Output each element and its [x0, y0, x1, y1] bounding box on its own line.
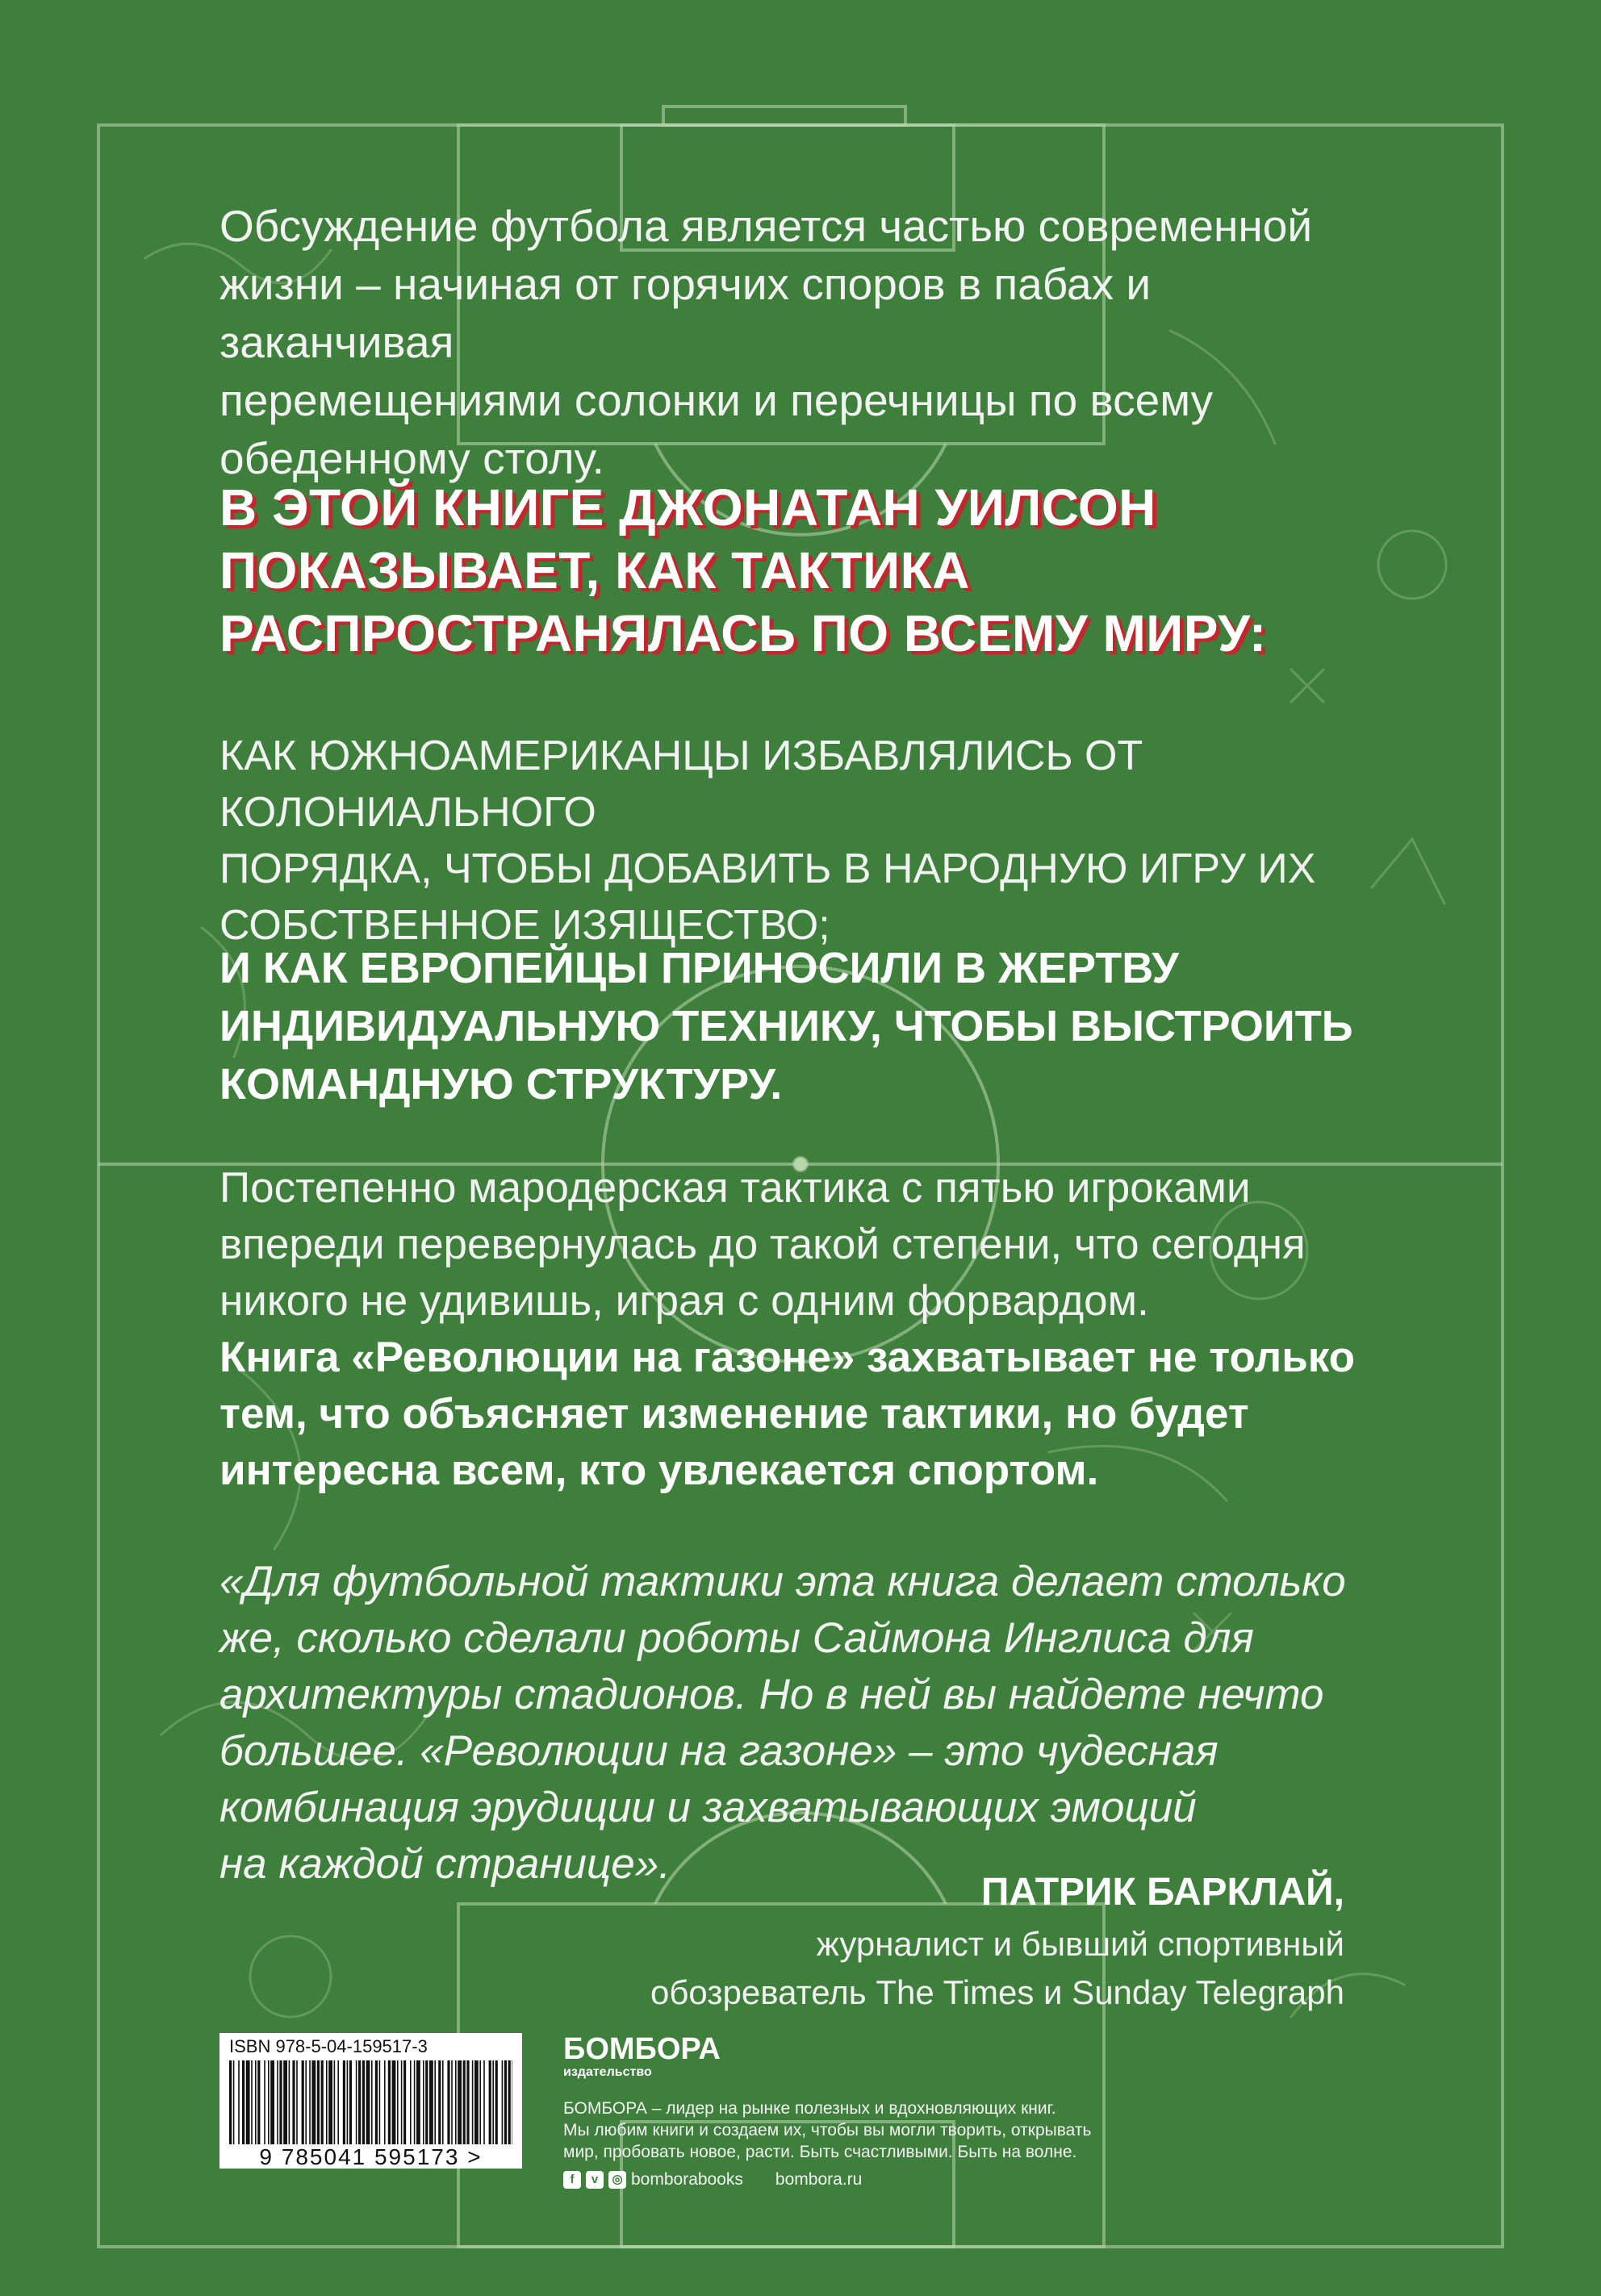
quote-author-description: [376, 1920, 1344, 2017]
barcode-bar: [305, 2060, 307, 2144]
barcode-bar: [292, 2060, 295, 2144]
barcode-bar: [495, 2060, 498, 2144]
facebook-icon[interactable]: f: [563, 2171, 581, 2189]
barcode-bar: [466, 2060, 469, 2144]
barcode-bar: [447, 2060, 449, 2144]
barcode-bar: [401, 2060, 403, 2144]
quote-line: комбинация эрудиции и захватывающих эмоций: [219, 1784, 1197, 1831]
publisher-subtitle: издательство: [563, 2065, 652, 2079]
isbn-number: ISBN 978-5-04-159517-3: [229, 2036, 428, 2056]
barcode-bar: [358, 2060, 361, 2144]
barcode-bar: [438, 2060, 441, 2144]
description-bold-line: тем, что объясняет изменение тактики, но будет: [219, 1390, 1249, 1438]
description-bold-line: интересна всем, кто увлекается спортом.: [219, 1446, 1099, 1494]
barcode-bar: [410, 2060, 412, 2144]
description-line: Постепенно мародерская тактика с пятью игроками: [219, 1164, 1251, 1212]
barcode-bar: [451, 2060, 453, 2144]
author-desc-line: обозреватель The Times и Sunday Telegraph: [650, 1973, 1344, 2011]
barcode-bar: [356, 2060, 357, 2144]
barcode-icon: [229, 2060, 512, 2144]
intro-line: перемещениями солонки и перечницы по всему: [219, 375, 1214, 425]
intro-line: обеденному столу.: [219, 433, 604, 483]
barcode-bar: [429, 2060, 433, 2144]
intro-paragraph: [219, 197, 1365, 487]
europe-line: И КАК ЕВРОПЕЙЦЫ ПРИНОСИЛИ В ЖЕРТВУ: [219, 944, 1179, 992]
social-handle-link[interactable]: bomborabooks: [631, 2170, 743, 2189]
tactic-cross: [1291, 670, 1323, 702]
publisher-info: [563, 2033, 1144, 2192]
barcode-bar: [508, 2060, 511, 2144]
website-link[interactable]: bombora.ru: [775, 2170, 863, 2189]
barcode-bar: [268, 2060, 270, 2144]
barcode-bar: [416, 2060, 420, 2144]
barcode-bar: [423, 2060, 424, 2144]
barcode-bar: [384, 2060, 386, 2144]
barcode-bar: [425, 2060, 428, 2144]
barcode-bar: [483, 2060, 485, 2144]
barcode-bar: [242, 2060, 245, 2144]
barcode-digits: 9 785041 595173 >: [259, 2144, 483, 2169]
barcode-bar: [442, 2060, 444, 2144]
tactic-circle: [1378, 531, 1446, 599]
barcode-bar: [279, 2060, 282, 2144]
barcode-bar: [246, 2060, 250, 2144]
barcode-panel: [219, 2033, 522, 2169]
barcode-bar: [277, 2060, 278, 2144]
author-desc-line: журналист и бывший спортивный: [816, 1925, 1344, 1963]
description-line: впереди перевернулась до такой степени, что сегодня: [219, 1221, 1306, 1268]
barcode-bar: [434, 2060, 436, 2144]
barcode-bar: [233, 2060, 235, 2144]
barcode-bar: [349, 2060, 352, 2144]
publisher-links: [563, 2168, 1144, 2192]
tactic-arrow: [1372, 839, 1444, 904]
headline-line: РАСПРОСТРАНЯЛАСЬ ПО ВСЕМУ МИРУ:: [219, 604, 1267, 662]
barcode-bar: [392, 2060, 396, 2144]
barcode-bar: [414, 2060, 416, 2144]
barcode-bar: [458, 2060, 462, 2144]
barcode-bar: [317, 2060, 320, 2144]
barcode-bar: [489, 2060, 491, 2144]
barcode-bar: [347, 2060, 349, 2144]
headline-line: ПОКАЗЫВАЕТ, КАК ТАКТИКА: [219, 541, 970, 599]
barcode-bar: [309, 2060, 311, 2144]
barcode-bar: [337, 2060, 339, 2144]
barcode-bar: [375, 2060, 378, 2144]
barcode-bar: [238, 2060, 240, 2144]
barcode-bar: [371, 2060, 373, 2144]
description-paragraph: [219, 1160, 1365, 1499]
tactic-circle: [250, 1936, 331, 2017]
barcode-bar: [492, 2060, 494, 2144]
intro-line: жизни – начиная от горячих споров в пабах и заканчивая: [219, 259, 1152, 367]
description-bold-line: Книга «Революции на газоне» захватывает не только: [219, 1334, 1356, 1381]
instagram-icon[interactable]: ◎: [608, 2171, 626, 2189]
intro-line: Обсуждение футбола является частью современной: [219, 201, 1313, 251]
barcode-bar: [283, 2060, 287, 2144]
headline-line: В ЭТОЙ КНИГЕ ДЖОНАТАН УИЛСОН: [219, 478, 1156, 536]
publisher-logo: БОМБОРА: [563, 2032, 721, 2066]
publisher-desc-line: Мы любим книги и создаем их, чтобы вы могли творить, открывать: [563, 2121, 1092, 2139]
barcode-bar: [229, 2060, 232, 2144]
barcode-bar: [479, 2060, 481, 2144]
south-america-line: ПОРЯДКА, ЧТОБЫ ДОБАВИТЬ В НАРОДНУЮ ИГРУ ИХ: [219, 845, 1316, 892]
barcode-bar: [455, 2060, 457, 2144]
barcode-bar: [328, 2060, 332, 2144]
headline: [219, 476, 1365, 665]
publisher-description: [563, 2098, 1144, 2163]
barcode-bar: [302, 2060, 304, 2144]
barcode-bar: [255, 2060, 257, 2144]
barcode-bar: [296, 2060, 298, 2144]
south-america-paragraph: [219, 728, 1365, 954]
description-line: никого не удивишь, играя с одним форвардом.: [219, 1277, 1149, 1325]
vk-icon[interactable]: v: [586, 2171, 604, 2189]
barcode-bar: [379, 2060, 381, 2144]
review-quote: [219, 1554, 1365, 1893]
south-america-line: СОБСТВЕННОЕ ИЗЯЩЕСТВО;: [219, 902, 830, 949]
south-america-line: КАК ЮЖНОАМЕРИКАНЦЫ ИЗБАВЛЯЛИСЬ ОТ КОЛОНИАЛЬНОГО: [219, 733, 1143, 836]
barcode-bar: [362, 2060, 365, 2144]
barcode-bar: [403, 2060, 406, 2144]
quote-line: же, сколько сделали роботы Саймона Инглиса для: [219, 1614, 1254, 1662]
quote-line: большее. «Революции на газоне» – это чудесная: [219, 1727, 1219, 1775]
barcode-bar: [472, 2060, 474, 2144]
barcode-bar: [326, 2060, 328, 2144]
publisher-desc-line: БОМБОРА – лидер на рынке полезных и вдохновляющих книг.: [563, 2099, 1056, 2118]
barcode-bar: [264, 2060, 265, 2144]
top-goal: [663, 106, 905, 125]
quote-line: «Для футбольной тактики эта книга делает столько: [219, 1558, 1346, 1605]
publisher-desc-line: мир, пробовать новое, расти. Быть счастливыми. Быть на волне.: [563, 2143, 1077, 2161]
barcode-bar: [321, 2060, 324, 2144]
europe-line: КОМАНДНУЮ СТРУКТУРУ.: [219, 1060, 783, 1108]
barcode-bar: [366, 2060, 370, 2144]
quote-line: архитектуры стадионов. Но в ней вы найдете нечто: [219, 1671, 1324, 1718]
barcode-bar: [289, 2060, 291, 2144]
barcode-bar: [257, 2060, 260, 2144]
barcode-bar: [502, 2060, 504, 2144]
barcode-bar: [504, 2060, 507, 2144]
barcode-bar: [270, 2060, 274, 2144]
barcode-bar: [388, 2060, 391, 2144]
barcode-bar: [343, 2060, 345, 2144]
quote-author-name: ПАТРИК БАРКЛАЙ,: [980, 1871, 1344, 1914]
barcode-bar: [334, 2060, 336, 2144]
barcode-bar: [463, 2060, 466, 2144]
quote-line: на каждой странице».: [219, 1840, 671, 1888]
europe-line: ИНДИВИДУАЛЬНУЮ ТЕХНИКУ, ЧТОБЫ ВЫСТРОИТЬ: [219, 1002, 1353, 1050]
barcode-bar: [311, 2060, 316, 2144]
barcode-bar: [251, 2060, 253, 2144]
barcode-bar: [474, 2060, 479, 2144]
europe-paragraph: [219, 939, 1365, 1113]
barcode-bar: [397, 2060, 399, 2144]
